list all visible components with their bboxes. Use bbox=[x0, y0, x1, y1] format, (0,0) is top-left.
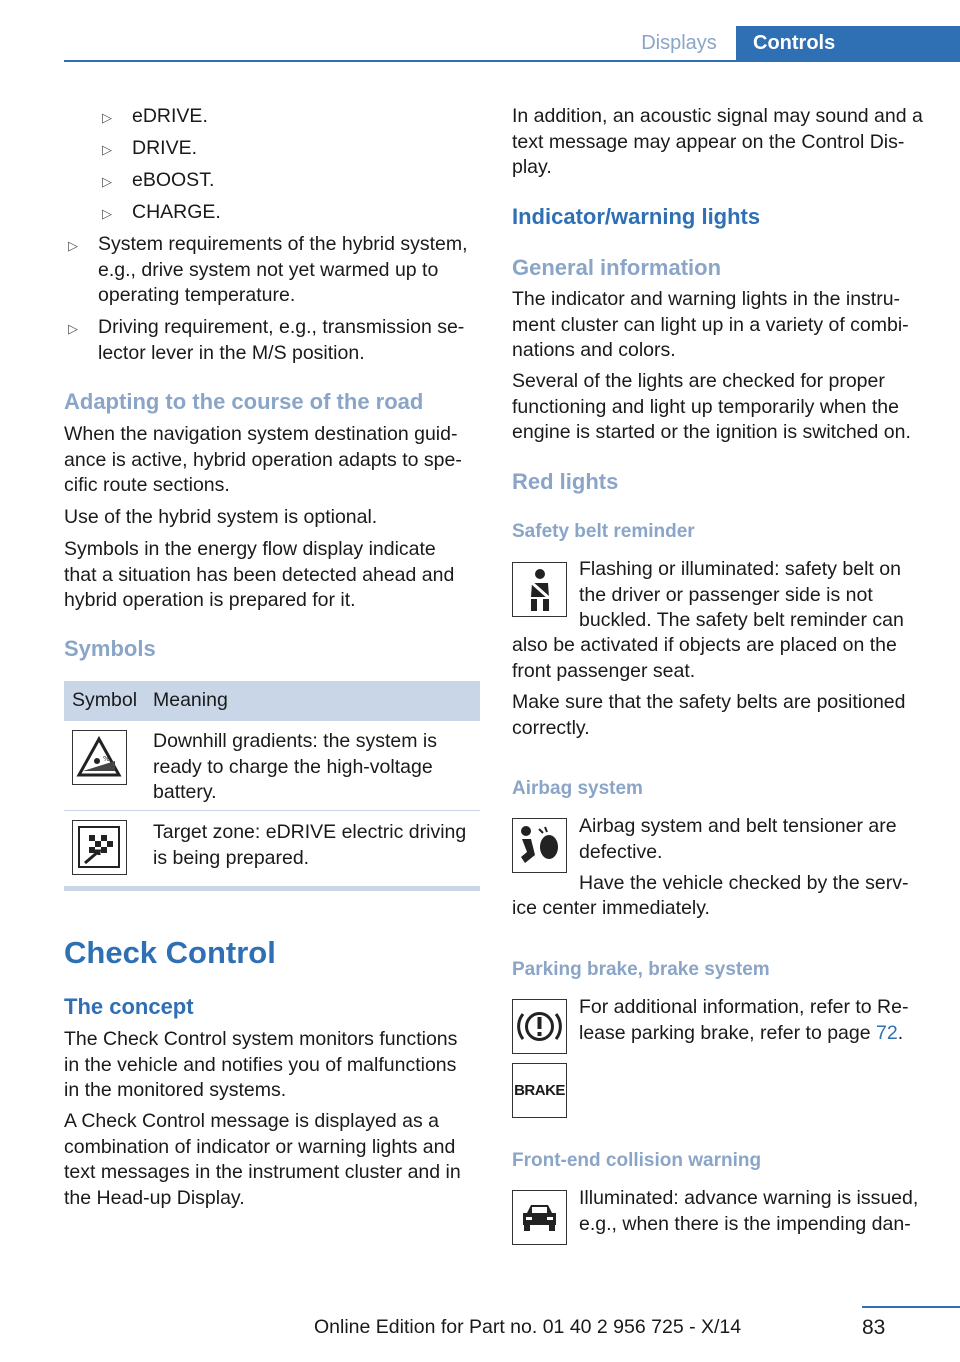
general-paragraph-1: The indicator and warning lights in the instru- ment cluster can light up in a variety of combi- nations and colors. bbox=[512, 288, 909, 361]
heading-red-lights: Red lights bbox=[512, 469, 619, 494]
heading-parking-brake: Parking brake, brake system bbox=[512, 959, 770, 980]
belt-description-wrapped: also be activated if objects are placed on the front passenger seat. bbox=[512, 634, 897, 682]
airbag-description: Airbag system and belt tensioner are defective. bbox=[579, 815, 897, 863]
airbag-paragraph-2-line-1: Have the vehicle checked by the serv- bbox=[579, 872, 909, 894]
concept-paragraph-2: A Check Control message is displayed as a combination of indicator or warning lights and text messages in the instrument cluster and in the Head-up Display. bbox=[64, 1110, 461, 1209]
seatbelt-icon bbox=[512, 562, 567, 617]
page-72-link[interactable]: 72 bbox=[876, 1021, 898, 1044]
concept-paragraph-1: The Check Control system monitors functions in the vehicle and notifies you of malfunctions in the monitored systems. bbox=[64, 1028, 458, 1101]
brake-warning-icon bbox=[512, 999, 567, 1054]
airbag-paragraph-2-line-2: ice center immediately. bbox=[512, 897, 710, 919]
bullet-arrow-icon: ▷ bbox=[102, 174, 112, 189]
heading-symbols: Symbols bbox=[64, 636, 156, 661]
adapt-paragraph-3: Symbols in the energy flow display indicate that a situation has been detected ahead and hybrid operation is prepared for it. bbox=[64, 538, 455, 611]
footer-rule bbox=[862, 1306, 960, 1308]
airbag-icon bbox=[512, 818, 567, 873]
table-row: Target zone: eDRIVE electric driving is being prepared. bbox=[153, 821, 467, 869]
table-row-divider bbox=[64, 810, 480, 811]
col-symbol-header: Symbol bbox=[72, 689, 138, 711]
brake-description: For additional information, refer to Re- lease parking brake, refer to page 72. bbox=[579, 996, 909, 1044]
sub-bullet-item: eDRIVE. bbox=[132, 105, 208, 127]
adapt-paragraph-1: When the navigation system destination guid- ance is active, hybrid operation adapts to spe- cific route sections. bbox=[64, 423, 462, 496]
bullet-arrow-icon: ▷ bbox=[102, 206, 112, 221]
bullet-driving-requirement: Driving requirement, e.g., transmission se- lector lever in the M/S position. bbox=[98, 316, 465, 364]
belt-paragraph-2: Make sure that the safety belts are positioned correctly. bbox=[512, 691, 906, 739]
table-header bbox=[64, 681, 480, 721]
target-zone-icon bbox=[72, 820, 127, 875]
bullet-system-requirements: System requirements of the hybrid system, e.g., drive system not yet warmed up to operating temperature. bbox=[98, 233, 468, 306]
bullet-arrow-icon: ▷ bbox=[68, 321, 78, 336]
downhill-gradient-icon bbox=[72, 730, 127, 785]
edition-text: Online Edition for Part no. 01 40 2 956 725 - X/14 bbox=[314, 1316, 742, 1338]
bullet-arrow-icon: ▷ bbox=[102, 142, 112, 157]
tab-controls[interactable]: Controls bbox=[736, 26, 960, 62]
svg-text:%: % bbox=[103, 755, 110, 763]
adapt-paragraph-2: Use of the hybrid system is optional. bbox=[64, 506, 378, 528]
header-rule bbox=[64, 60, 960, 62]
bullet-arrow-icon: ▷ bbox=[102, 110, 112, 125]
collision-description: Illuminated: advance warning is issued, e.g., when there is the impending dan- bbox=[579, 1187, 919, 1235]
belt-description-indented: Flashing or illuminated: safety belt on the driver or passenger side is not buckled. The safety belt reminder can bbox=[579, 558, 904, 631]
table-end-rule bbox=[64, 886, 480, 891]
sub-bullet-item: CHARGE. bbox=[132, 201, 221, 223]
heading-concept: The concept bbox=[64, 994, 194, 1019]
bullet-arrow-icon: ▷ bbox=[68, 238, 78, 253]
heading-adapting: Adapting to the course of the road bbox=[64, 389, 424, 414]
heading-general-information: General information bbox=[512, 255, 722, 280]
sub-bullet-item: DRIVE. bbox=[132, 137, 198, 159]
page-number: 83 bbox=[862, 1316, 886, 1339]
heading-safety-belt: Safety belt reminder bbox=[512, 521, 695, 542]
heading-airbag: Airbag system bbox=[512, 778, 643, 799]
sub-bullet-item: eBOOST. bbox=[132, 169, 215, 191]
general-paragraph-2: Several of the lights are checked for proper functioning and light up temporarily when the engine is started or the ignition is switched on. bbox=[512, 370, 911, 443]
heading-indicator-lights: Indicator/warning lights bbox=[512, 204, 761, 229]
brake-icon-label: BRAKE bbox=[514, 1082, 565, 1099]
col-meaning-header: Meaning bbox=[153, 689, 228, 711]
heading-check-control: Check Control bbox=[64, 935, 276, 970]
table-row: Downhill gradients: the system is ready to charge the high-voltage battery. bbox=[153, 730, 437, 803]
tab-displays[interactable]: Displays bbox=[641, 32, 717, 54]
heading-collision-warning: Front-end collision warning bbox=[512, 1150, 762, 1171]
brake-text-icon bbox=[512, 1063, 567, 1118]
intro-paragraph: In addition, an acoustic signal may sound and a text message may appear on the Control Dis- play. bbox=[512, 105, 923, 178]
car-icon bbox=[512, 1190, 567, 1245]
